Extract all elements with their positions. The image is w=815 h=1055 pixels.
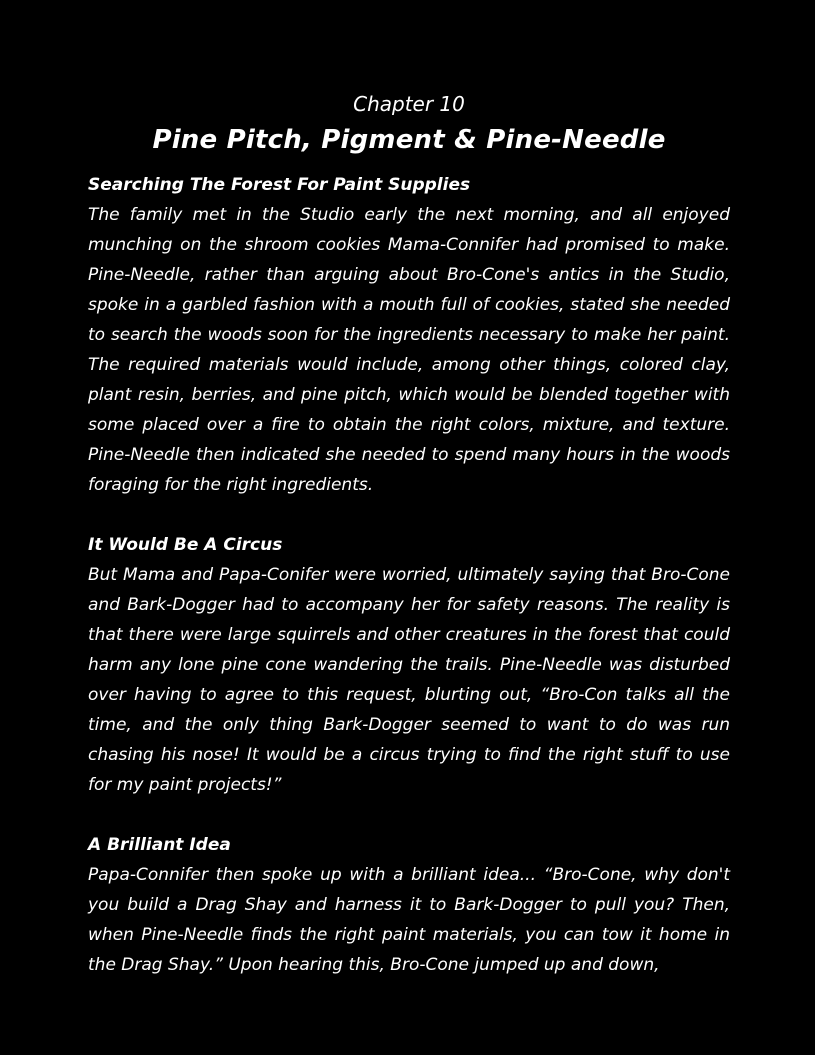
section-heading: Searching The Forest For Paint Supplies xyxy=(88,175,471,195)
chapter-title: Pine Pitch, Pigment & Pine-Needle xyxy=(152,125,666,155)
section-heading: It Would Be A Circus xyxy=(88,535,283,555)
section-searching-forest xyxy=(88,170,730,500)
section-body: Papa-Connifer then spoke up with a brilliant idea... “Bro-Cone, why don't you build a Drag Shay and harness it to Bark-Dogger to pull you? Then, when Pine-Needle finds the right paint materials, you can tow it home in the Drag Shay.” Upon hearing this, Bro-Cone jumped up and down, xyxy=(88,865,730,975)
section-circus xyxy=(88,530,730,800)
section-body: The family met in the Studio early the next morning, and all enjoyed munching on the shroom cookies Mama-Connifer had promised to make. Pine-Needle, rather than arguing about Bro-Cone's antics in the Studio, spoke in a garbled fashion with a mouth full of cookies, stated she needed to search the woods soon for the ingredients necessary to make her paint. The required materials would include, among other things, colored clay, plant resin, berries, and pine pitch, which would be blended together with some placed over a fire to obtain the right colors, mixture, and texture. Pine-Needle then indicated she needed to spend many hours in the woods foraging for the right ingredients. xyxy=(88,205,730,495)
book-page xyxy=(88,88,730,1010)
chapter-label: Chapter 10 xyxy=(353,92,465,116)
section-heading: A Brilliant Idea xyxy=(88,835,231,855)
section-brilliant-idea xyxy=(88,830,730,980)
section-body: But Mama and Papa-Conifer were worried, ultimately saying that Bro-Cone and Bark-Dogger had to accompany her for safety reasons. The reality is that there were large squirrels and other creatures in the forest that could harm any lone pine cone wandering the trails. Pine-Needle was disturbed over having to agree to this request, blurting out, “Bro-Con talks all the time, and the only thing Bark-Dogger seemed to want to do was run chasing his nose! It would be a circus trying to find the right stuff to use for my paint projects!” xyxy=(88,565,730,795)
